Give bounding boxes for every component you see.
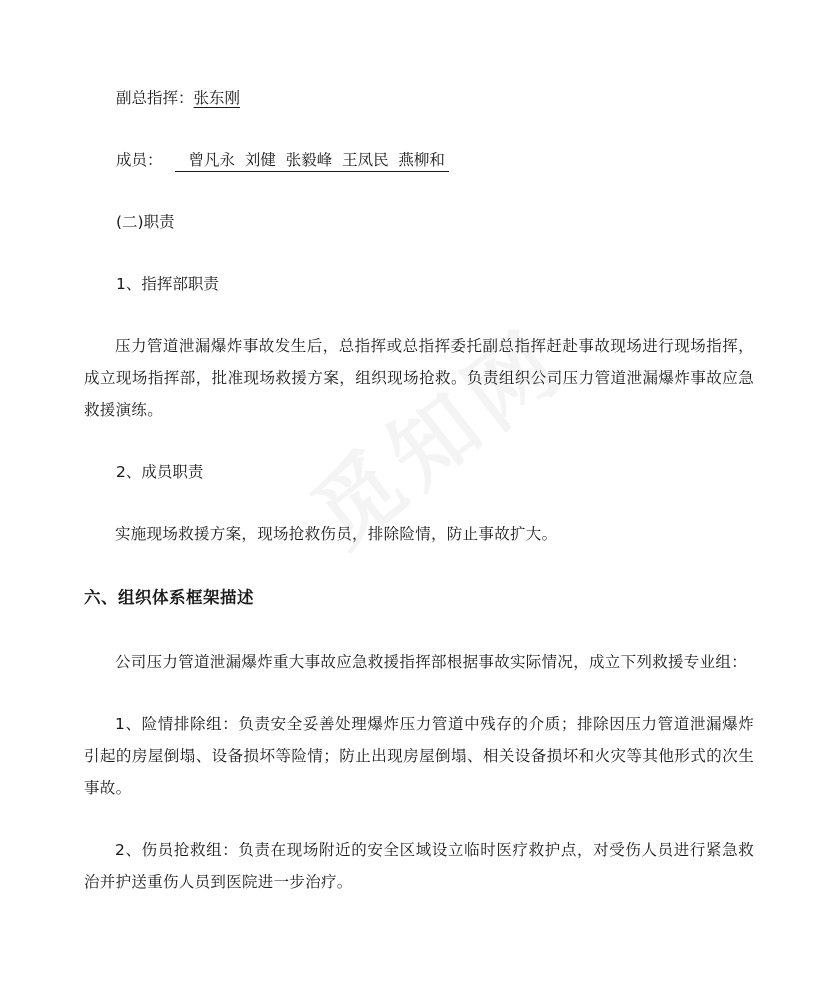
section6-intro: 公司压力管道泄漏爆炸重大事故应急救援指挥部根据事故实际情况，成立下列救援专业组： — [115, 653, 748, 671]
section6-heading: 六、组织体系框架描述 — [84, 588, 254, 607]
deputy-label: 副总指挥： — [116, 89, 194, 107]
duty1-paragraph: 压力管道泄漏爆炸事故发生后，总指挥或总指挥委托副总指挥赶赴事故现场进行现场指挥，成立现场指挥部，批准现场救援方案，组织现场抢救。负责组织公司压力管道泄漏爆炸事故应急救援演练。 — [84, 337, 754, 419]
members-line — [116, 144, 830, 176]
section6-item-1: 1、险情排除组：负责安全妥善处理爆炸压力管道中残存的介质；排除因压力管道泄漏爆炸引起的房屋倒塌、设备损坏等险情；防止出现房屋倒塌、相关设备损坏和火灾等其他形式的次生事故。 — [84, 715, 754, 797]
duty1-title: 1、指挥部职责 — [116, 275, 219, 293]
section-duty-title: (二)职责 — [116, 213, 175, 231]
deputy-name: 张东刚 — [193, 89, 241, 107]
duty2-title: 2、成员职责 — [116, 463, 204, 481]
duty2-paragraph: 实施现场救援方案，现场抢救伤员，排除险情，防止事故扩大。 — [115, 525, 558, 543]
deputy-commander-line — [116, 82, 830, 114]
section6-item-2: 2、伤员抢救组：负责在现场附近的安全区域设立临时医疗救护点，对受伤人员进行紧急救治并护送重伤人员到医院进一步治疗。 — [84, 841, 754, 891]
members-names: 曾凡永 刘健 张毅峰 王凤民 燕柳和 — [175, 149, 449, 172]
members-label: 成员： — [116, 151, 163, 169]
